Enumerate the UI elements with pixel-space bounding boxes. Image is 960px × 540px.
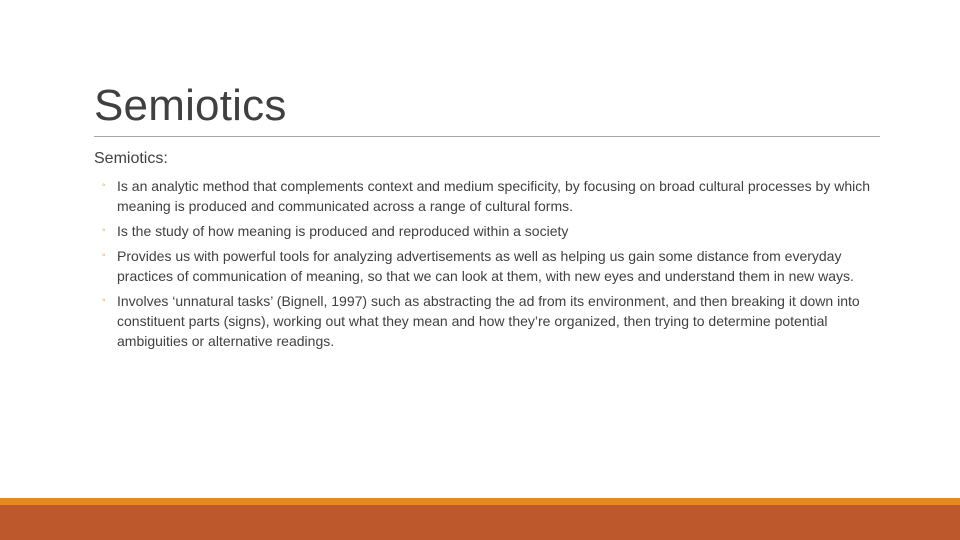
title-divider — [94, 136, 880, 137]
slide-title: Semiotics — [94, 81, 287, 130]
bullet-text: Is the study of how meaning is produced and reproduced within a society — [117, 223, 569, 239]
bullet-text: Involves ‘unnatural tasks’ (Bignell, 1997) such as abstracting the ad from its environment, and then breaking it down into constituent parts (signs), working out what they mean and how they’re organized, then trying to determine potential ambiguities or alternative readings. — [117, 293, 860, 349]
bullet-icon: ◦ — [102, 250, 106, 261]
bullet-item — [102, 291, 884, 351]
bullet-icon: ◦ — [102, 225, 106, 236]
bullet-item — [102, 221, 884, 241]
bullet-list — [94, 176, 884, 351]
footer-accent-stripe — [0, 498, 960, 505]
bullet-icon: ◦ — [102, 295, 106, 306]
bullet-text: Provides us with powerful tools for analyzing advertisements as well as helping us gain some distance from everyday practices of communication of meaning, so that we can look at them, with new eyes and understand them in new ways. — [117, 248, 854, 284]
bullet-icon: ◦ — [102, 180, 106, 191]
lead-text: Semiotics: — [94, 150, 168, 167]
bullet-item — [102, 176, 884, 216]
slide-body — [94, 148, 884, 356]
footer-band — [0, 505, 960, 540]
bullet-item — [102, 246, 884, 286]
bullet-text: Is an analytic method that complements context and medium specificity, by focusing on broad cultural processes by which meaning is produced and communicated across a range of cultural forms. — [117, 178, 871, 214]
